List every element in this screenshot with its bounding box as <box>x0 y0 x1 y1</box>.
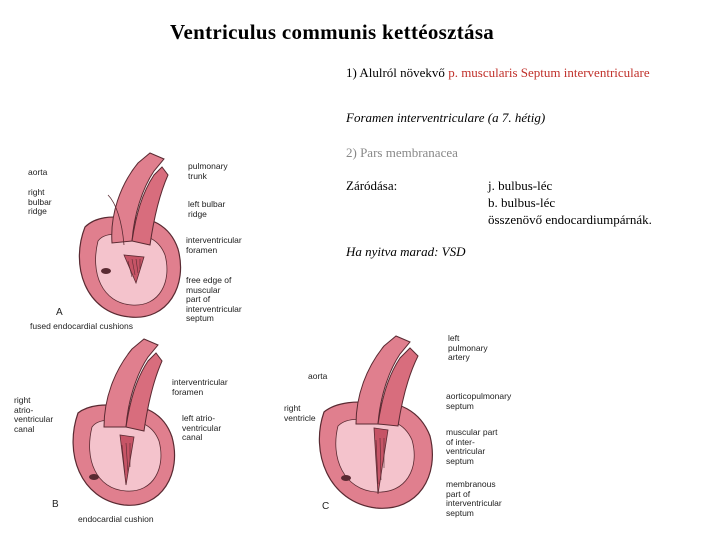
slide-title: Ventriculus communis kettéosztása <box>170 20 495 44</box>
fig-c-label-muscular-part: muscular part of inter- ventricular septum <box>446 427 498 466</box>
fig-a-label-right-bulbar-ridge: right bulbar ridge <box>28 187 52 216</box>
closure-item-1: j. bulbus-léc <box>488 178 553 193</box>
item-1-prefix: 1) Alulról növekvő <box>346 65 449 80</box>
open-note: Ha nyitva marad: VSD <box>346 244 466 259</box>
fig-b-panel-letter: B <box>52 499 59 510</box>
heart-diagram-b <box>48 335 184 515</box>
heart-diagram-c <box>298 328 446 520</box>
closure-item-3: összenövő endocardiumpárnák. <box>488 212 652 227</box>
fig-a-label-free-edge: free edge of muscular part of interventricular septum <box>186 275 242 323</box>
foramen-line: Foramen interventriculare (a 7. hétig) <box>346 110 546 125</box>
fig-b-label-left-av-canal: left atrio- ventricular canal <box>182 413 222 442</box>
item-1-highlight: p. muscularis Septum interventriculare <box>448 65 650 80</box>
fig-c-panel-letter: C <box>322 501 330 512</box>
fig-b-label-endocardial-cushion: endocardial cushion <box>78 514 154 524</box>
fig-a-label-fused-cushions: fused endocardial cushions <box>30 321 134 331</box>
closure-item-2: b. bulbus-léc <box>488 195 556 210</box>
fig-c-label-left-pulmonary-artery: left pulmonary artery <box>448 333 488 362</box>
item-2-line: 2) Pars membranacea <box>346 145 458 160</box>
fig-c-label-aorticopulmonary-septum: aorticopulmonary septum <box>446 391 512 411</box>
fig-b-label-right-av-canal: right atrio- ventricular canal <box>14 395 54 434</box>
fig-a-panel-letter: A <box>56 307 63 318</box>
fig-c-label-aorta: aorta <box>308 371 328 381</box>
fig-c-label-right-ventricle: right ventricle <box>284 403 316 423</box>
heart-diagram-a <box>50 145 190 325</box>
fig-b-label-interventricular-foramen: interventricular foramen <box>172 377 228 397</box>
fig-a-label-aorta: aorta <box>28 167 48 177</box>
fig-a-label-interventricular-foramen: interventricular foramen <box>186 235 242 255</box>
item-1-line <box>346 65 650 81</box>
fig-a-label-left-bulbar-ridge: left bulbar ridge <box>188 199 226 219</box>
fig-a-label-pulmonary-trunk: pulmonary trunk <box>188 161 228 181</box>
fig-c-label-membranous-part: membranous part of interventricular septum <box>446 479 502 518</box>
closure-label: Záródása: <box>346 178 398 193</box>
